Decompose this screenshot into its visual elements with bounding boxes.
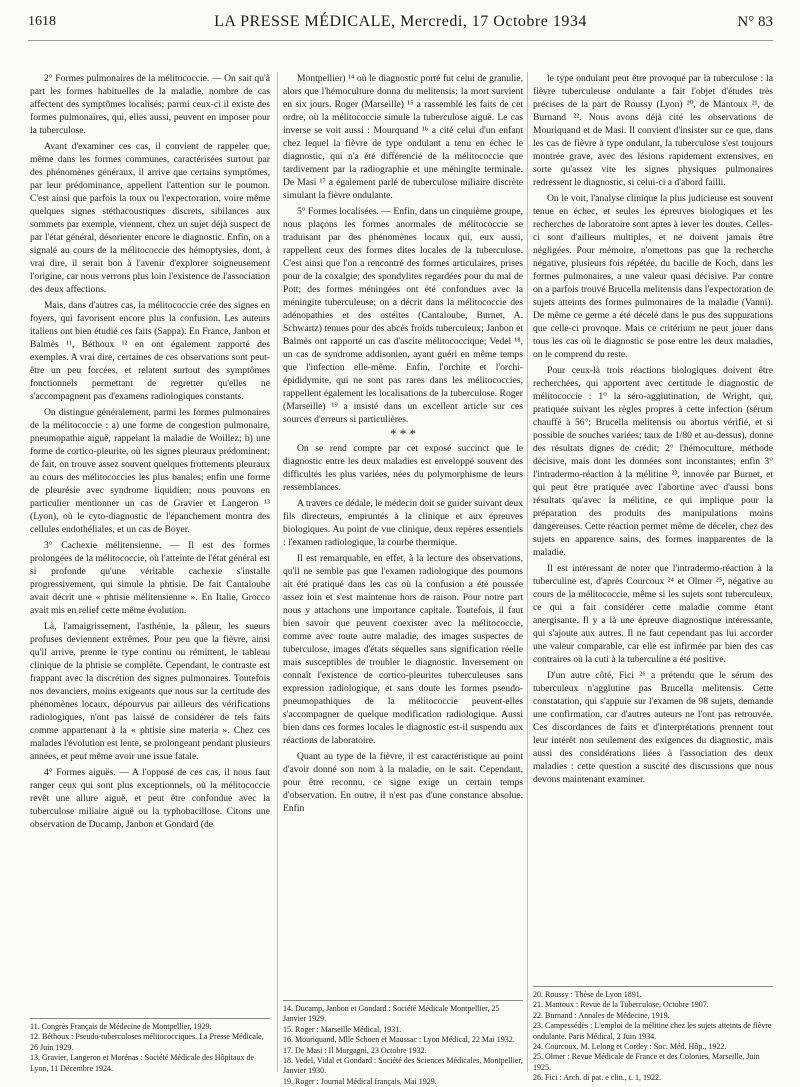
paragraph: Il est remarquable, en effet, à la lecture des observations, qu'il ne semble pas que l'examen radiologique des poumons ait été pratiqué dans les cas où la confusion a été poussée assez loin et s'est maintenue hors de raison. Pour notre part nous y attachons une importance capitale. Toutefois, il faut bien savoir que peuvent coexister avec la mélitococcie, comme avec toute autre maladie, des images suspectes de tuberculose, images d'états séquelles sans signification réelle mais susceptibles de troubler le diagnostic. Inversement on connaît l'existence de cortico-pleurites tuberculeuses sans expression radiologique, et sans doute les formes pseudo-pneumopathiques de la mélitococcie peuvent-elles s'accompagner de quelque modification radiologique. Aussi bien dans ces formes locales le diagnostic est-il suspendu aux réactions de laboratoire. [283,553,523,746]
paragraph: le type ondulant peut être provoqué par la tuberculose : la fièvre tuberculeuse ondulante a fait l'objet d'études très précises de la part de Roussy (Lyon) ²⁰, de Mantoux ²¹, de Burnand ²². Nous avons déjà cité les observations de Mouriquand et de Masi. Il convient d'insister sur ce que, dans les cas de fièvre à type ondulant, la tuberculose s'est toujours montrée grave, avec des lésions rapidement extensives, en sorte qu'assez vite les signes physiques pulmonaires redressent le diagnostic, si celui-ci a d'abord failli. [533,73,773,188]
paragraph: A travers ce dédale, le médecin doit se guider suivant deux fils directeurs, empruntés à la clinique et aux épreuves biologiques. Au point de vue clinique, deux repères essentiels : l'examen radiologique, la courbe thermique. [283,498,523,548]
column-2 [283,72,523,818]
footnote: 13. Gravier, Langeron et Morénas : Société Médicale des Hôpitaux de Lyon, 11 Décembre 1924. [30,1053,255,1073]
journal-title: LA PRESSE MÉDICALE, Mercredi, 17 Octobre 1934 [214,13,587,30]
footnote: 14. Ducamp, Janbon et Gondard : Société Médicale Montpellier, 25 Janvier 1929. [283,1004,500,1024]
header-rule [28,40,773,41]
footnote: 26. Fici : Arch. di pat. e clin., t. 1, 1922. [533,1073,661,1083]
paragraph: 5° Formes localisées. — Enfin, dans un cinquième groupe, nous plaçons les formes anormales de mélitococcie se traduisant par des phénomènes locaux qui, eux aussi, rappellent ceux des formes dites locales de la tuberculose. C'est ainsi que l'on a rencontré des formes articulaires, prises pour de la coxalgie; des spondylites regardées pour du mal de Pott; des formes méningées ont été confondues avec la méningite tuberculeuse; on a décrit dans la mélitococcie des adénopathies et des ostéites (Cantaloube, Burnet, A. Schwartz) tenues pour des abcès froids tuberculeux; Janbon et Balmès ont rapporté un cas d'ascite mélitococcique; Vedel ¹⁸, un cas de syndrome addisonien, ayant guéri en même temps que l'infection elle-même. Enfin, l'orchite et l'orchi-épididymite, qui ne sont pas rares dans les mélitococcies, rappellent également les localisations de la tuberculose. Roger (Marseille) ¹⁹ a insisté dans un excellent article sur ces sources d'erreurs si particulières. [283,206,523,425]
paragraph: 3° Cachexie mélitensienne. — Il est des formes prolongées de la mélitococcie, où l'atteinte de l'état général est si profonde qu'une véritable cachexie s'installe progressivement, qui simule la phtisie. De fait Cantaloube avait décrit une « phtisie mélitensienne ». En Italie, Grocco avait mis en relief cette même évolution. [30,540,270,616]
paragraph: Montpellier) ¹⁴ où le diagnostic porté fut celui de granulie, alors que l'hémoculture donna du melitensis; la mort survient en six jours. Roger (Marseille) ¹⁵ a rassemblé les faits de cet ordre, où la mélitococcie simule la tuberculose aiguë. Le cas inverse se voit aussi : Mourquand ¹⁶ a cité celui d'un enfant chez lequel la fièvre de type ondulant a tenu en échec le diagnostic, qui n'a été différencié de la mélitococcie que tardivement par la radiographie et une méningite terminale. De Masi ¹⁷ a également parlé de tuberculose miliaire discrète simulant la fièvre ondulante. [283,73,523,201]
footnote-rule [533,986,773,987]
footnote: 23. Campessédès : L'emploi de la mélitine chez les sujets atteints de fièvre ondulante. Paris Médical, 2 Juin 1934. [533,1021,772,1041]
paragraph: 2° Formes pulmonaires de la mélitococcie. — On sait qu'à part les formes habituelles de la maladie, nombre de cas affectent des symptômes localisés; parmi ceux-ci il existe des formes pulmonaires, qui, elles aussi, peuvent en imposer pour la tuberculose. [30,73,270,136]
footnotes-column-1 [30,1022,270,1074]
paragraph: Il est intéressant de noter que l'intradermo-réaction à la tuberculine est, d'après Courcoux ²⁴ et Olmer ²⁵, négative au cours de la mélitococcie, même si les sujets sont tuberculeux, ce qui a fait considérer cette maladie comme étant anergisante. Il y a là une épreuve diagnostique intéressante, qui s'ajoute aux autres. Il ne faut cependant pas lui accorder une valeur comparable, car elle est infirmée par bien des cas contraires où la cuti à la tuberculine a été positive. [533,563,773,665]
footnote-rule [283,1000,523,1001]
footnote: 11. Congrès Français de Médecine de Montpellier, 1929. [30,1022,212,1031]
footnote: 21. Mantoux : Revue de la Tuberculose, Octobre 1907. [533,1000,709,1010]
footnote: 18. Vedel, Vidal et Gondard : Société des Sciences Médicales, Montpellier, Janvier 1930. [283,1056,523,1076]
paragraph: Là, l'amaigrissement, l'asthénie, la pâleur, les sueurs profuses deviennent extrêmes. Pour peu que la fièvre, ainsi qu'il arrive, prenne le type continu ou rémittent, le tableau clinique de la phtisie se complète. Cependant, le contraste est frappant avec la discrétion des signes pulmonaires. Toutefois nos devanciers, moins exigeants que nous sur la certitude des phénomènes locaux, dépourvus par ailleurs des vérifications radiologiques, n'ont pas laissé de considérer de tels faits comme appartenant à la « phtisie sine materia ». Chez ces malades l'évolution est lente, se prolongeant pendant plusieurs années, et peut même avoir une issue fatale. [30,621,270,762]
column-divider [277,72,278,1072]
paragraph: On se rend compte par cet exposé succinct que le diagnostic entre les deux maladies est enveloppé souvent des difficultés les plus variées, nées du polymorphisme de leurs ressemblances. [283,443,523,493]
paragraph: 4° Formes aiguës. — A l'opposé de ces cas, il nous faut ranger ceux qui sont plus exceptionnels, où la mélitococcie revêt une allure aiguë, et peut être confondue avec la tuberculose miliaire aiguë ou la typhobacillose. Citons une observation de Ducamp, Janbon et Gondard (de [30,767,270,830]
page-number: 1618 [28,14,56,29]
column-3 [533,72,773,789]
issue-number: N° 83 [737,14,773,30]
footnote-rule [30,1018,270,1019]
paragraph: Quant au type de la fièvre, il est caractéristique au point d'avoir donné son nom à la maladie, on le sait. Cependant, pour être reconnu, ce signe exige un certain temps d'observation. En outre, il n'est pas d'une constance absolue. Enfin [283,751,523,814]
column-1 [30,72,270,834]
footnote: 15. Roger : Marseille Médical, 1931. [283,1024,402,1034]
paragraph: On le voit, l'analyse clinique la plus judicieuse est souvent tenue en échec, et seules les épreuves biologiques et les recherches de laboratoire sont aptes à lever les doutes. Celles-ci sont d'ailleurs multiples, et ne doivent jamais être négligées. Pour mémoire, n'omettons pas que la recherche négative, plusieurs fois répétée, du bacille de Koch, dans les formes pulmonaires, a une valeur quasi décisive. Par contre on a parfois trouvé Brucella melitensis dans l'expectoration de sujets atteints des formes pulmonaires de la maladie (Vanni). De même ce germe a été décelé dans le pus des suppurations que celle-ci provoque. Mais ce critérium ne peut jouer dans tous les cas où le diagnostic se pose entre les deux maladies, on le comprend du reste. [533,193,773,360]
paragraph: Mais, dans d'autres cas, la mélitococcie crée des signes en foyers, qui favorisent encore plus la confusion. Les auteurs italiens ont bien étudié ces faits (Sappa). En France, Janbon et Balmès ¹¹, Béthoux ¹² en ont également rapporté des exemples. A vrai dire, certaines de ces observations sont peut-être un peu forcées, et relatent surtout des symptômes fonctionnels permettant de regretter qu'elles ne s'accompagnent pas d'examens radiologiques constants. [30,300,270,402]
paragraph: Avant d'examiner ces cas, il convient de rappeler que, même dans les formes communes, caractérisées surtout par des phénomènes généraux, il arrive que certains symptômes, par leur prédominance, appellent l'attention sur le poumon. C'est ainsi que parfois la toux ou l'expectoration, voire même quelques signes stéthacoustiques discrets, sibilances aux sommets par exemple, viennent, chez un sujet déjà suspect de par l'état général, désorienter encore le diagnostic. Enfin, on a signalé au cours de la mélitococcie des hémoptysies, dont, à vrai dire, il serait bon à l'avenir d'explorer soigneusement l'origine, car nous verrons plus loin l'existence de l'association des deux affections. [30,141,270,295]
footnote: 24. Courcoux, M. Lelong et Cordey : Soc. Méd. Hôp., 1922. [533,1042,727,1052]
page-header [28,10,773,36]
footnote: 19. Roger : Journal Médical français, Mai 1929. [283,1076,437,1086]
footnote: 16. Mouriquand, Mlle Schoen et Maussac : Lyon Médical, 22 Mai 1932. [283,1035,515,1045]
footnote: 20. Roussy : Thèse de Lyon 1891. [533,990,642,999]
column-divider [527,72,528,1072]
footnotes-column-2 [283,1004,523,1087]
footnote: 22. Burnand : Annales de Médecine, 1919. [533,1010,670,1020]
paragraph: Pour ceux-là trois réactions biologiques doivent être recherchées, qui apportent avec certitude le diagnostic de mélitococcie : 1° la séro-agglutination, de Wright, qui, pratiquée suivant les règles propres à cette infection (sérum chauffé à 56°; Brucella melitensis ou abortus vérifié, et si possible de souches variées; taux de 1/80 et au-dessus), donne des résultats dignes de crédit; 2° l'hémoculture, méthode décisive, mais dont les données sont inconstantes; enfin 3° l'intradermo-réaction à la mélitine ²³, innovée par Burnet, et qui peut être pratiquée avec l'abortine avec d'aussi bons résultats qu'avec la mélitine, ce qui implique pour la préparation des produits des manipulations moins dangereuses. Cette réaction permet même de déceler, chez des sujets en apparence sains, des formes inapparentes de la maladie. [533,365,773,558]
footnote: 17. De Masi : Il Morgagni, 23 Octobre 1932. [283,1045,427,1055]
paragraph: On distingue généralement, parmi les formes pulmonaires de la mélitococcie : a) une forme de congestion pulmonaire, pneumopathie aiguë, rappelant la maladie de Woillez; b) une forme de cortico-pleurite, où les signes pleuraux prédominent; de fait, on trouve assez souvent quelques frottements pleuraux au cours des mélitococcies les plus banales; enfin une forme de pleurésie avec syndrome liquidien; nous pouvons en particulier mentionner un cas de Gravier et Langeron ¹³ (Lyon), où le cyto-diagnostic de l'épanchement montra des cellules endothéliales, et un cas de Boyer. [30,407,270,535]
paragraph: D'un autre côté, Fici ²⁶ a prétendu que le sérum des tuberculeux n'agglutine pas Brucella melitensis. Cette constatation, qui s'appuie sur l'examen de 98 sujets, demande une confirmation, car d'autres auteurs ne l'ont pas retrouvée. Ces discordances de faits et d'interprétations prennent tout leur intérêt non seulement des exigences du diagnostic, mais aussi des considérations liées à l'association des deux maladies : cette question a suscité des discussions que nous devons maintenant examiner. [533,670,773,785]
footnote: 25. Olmer : Revue Médicale de France et des Colonies, Marseille, Juin 1925. [533,1052,760,1072]
footnotes-column-3 [533,990,773,1084]
section-separator: * * * [390,426,416,441]
footnote: 12. Béthoux : Pseudo-tuberculoses mélitococciques. La Presse Médicale, 26 Juin 1929. [30,1032,264,1052]
